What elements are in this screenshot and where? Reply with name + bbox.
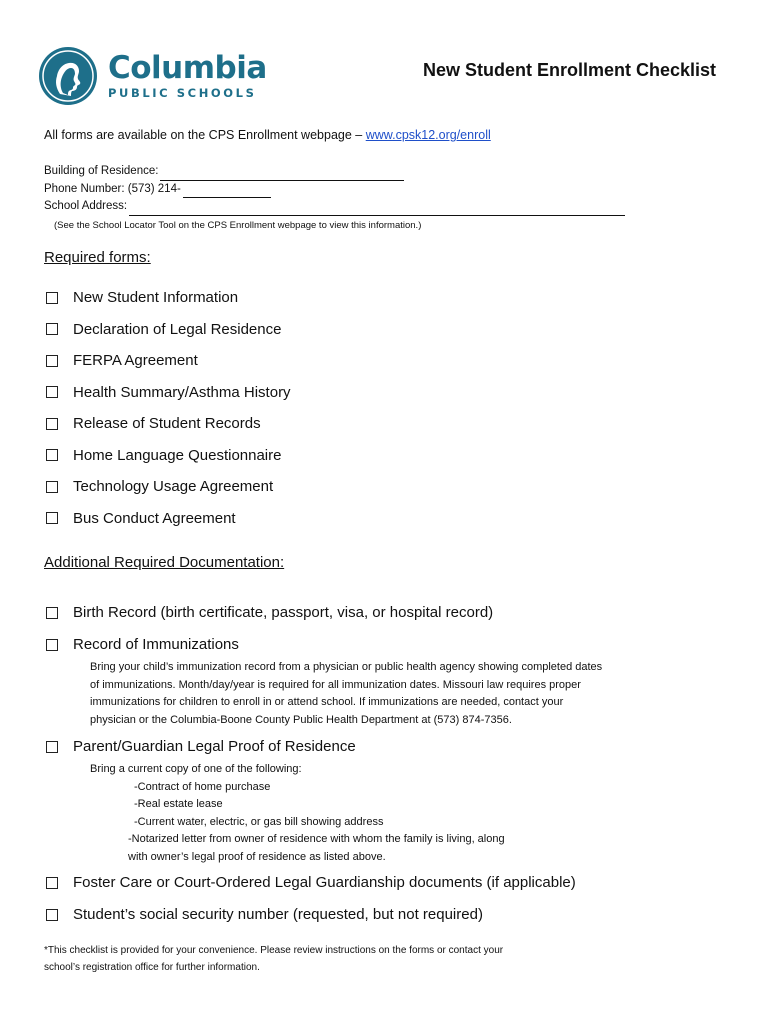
checkbox[interactable]	[46, 355, 58, 367]
foster-care-item	[44, 874, 576, 891]
building-label: Building of Residence:	[44, 165, 159, 177]
residence-option: -Real estate lease	[134, 798, 223, 810]
checkbox[interactable]	[46, 877, 58, 889]
address-label: School Address:	[44, 200, 128, 212]
residence-option: with owner’s legal proof of residence as listed above.	[128, 850, 386, 863]
checkbox[interactable]	[46, 512, 58, 524]
list-item	[44, 377, 291, 409]
birth-record-item	[44, 604, 493, 621]
checkbox[interactable]	[46, 639, 58, 651]
ssn-item	[44, 906, 483, 923]
building-blank[interactable]	[160, 168, 404, 181]
address-blank[interactable]	[129, 203, 625, 216]
list-item	[44, 345, 291, 377]
building-field	[44, 163, 625, 181]
residence-proof-item	[44, 738, 356, 755]
phone-label: Phone Number: (573) 214-	[44, 182, 181, 195]
item-label: FERPA Agreement	[73, 352, 198, 370]
checkbox[interactable]	[46, 323, 58, 335]
checkbox[interactable]	[46, 607, 58, 619]
item-label: Declaration of Legal Residence	[73, 320, 282, 338]
required-forms-heading: Required forms:	[44, 249, 151, 266]
phone-blank[interactable]	[183, 185, 271, 198]
checkbox[interactable]	[46, 292, 58, 304]
checkbox[interactable]	[46, 741, 58, 753]
item-label: Release of Student Records	[73, 415, 261, 433]
detail-line: Bring a current copy of one of the following:	[90, 763, 302, 775]
additional-docs-heading: Additional Required Documentation:	[44, 554, 285, 571]
immunizations-detail	[90, 659, 700, 729]
list-item	[44, 471, 291, 503]
residence-option: -Notarized letter from owner of residence with whom the family is living, along	[128, 833, 505, 845]
enroll-link[interactable]: www.cpsk12.org/enroll	[365, 128, 491, 142]
item-label: Student’s social security number (requested, but not required)	[73, 906, 483, 923]
residence-option: -Current water, electric, or gas bill showing address	[134, 815, 384, 828]
detail-line: immunizations for children to enroll in or attend school. If immunizations are needed, contact your	[90, 696, 564, 708]
logo-name: Columbia	[108, 50, 267, 86]
district-logo	[38, 46, 267, 106]
item-label: Home Language Questionnaire	[73, 446, 282, 464]
footnote-line: school’s registration office for further information.	[44, 961, 260, 973]
address-field	[44, 198, 625, 216]
logo-subtitle: PUBLIC SCHOOLS	[108, 86, 257, 100]
detail-line: of immunizations. Month/day/year is required for all immunization dates. Missouri law requires proper	[90, 678, 581, 691]
detail-line: Bring your child’s immunization record from a physician or public health agency showing completed dates	[90, 661, 603, 673]
item-label: Birth Record (birth certificate, passport, visa, or hospital record)	[73, 604, 494, 621]
item-label: Bus Conduct Agreement	[73, 509, 236, 527]
school-info-fields	[44, 163, 625, 234]
residence-detail	[90, 761, 700, 866]
list-item	[44, 503, 291, 535]
list-item	[44, 282, 291, 314]
list-item	[44, 314, 291, 346]
intro-text: All forms are available on the CPS Enrollment webpage –	[44, 128, 366, 142]
item-label: Technology Usage Agreement	[73, 478, 274, 496]
checkbox[interactable]	[46, 386, 58, 398]
footnote	[44, 943, 604, 976]
phone-field	[44, 181, 625, 199]
list-item	[44, 408, 291, 440]
item-label: New Student Information	[73, 289, 239, 307]
immunizations-item	[44, 636, 239, 653]
list-item	[44, 440, 291, 472]
checkbox[interactable]	[46, 909, 58, 921]
checkbox[interactable]	[46, 449, 58, 461]
checkbox[interactable]	[46, 481, 58, 493]
item-label: Parent/Guardian Legal Proof of Residence	[73, 738, 356, 755]
residence-option: -Contract of home purchase	[134, 780, 271, 793]
footnote-line: *This checklist is provided for your convenience. Please review instructions on the forms or contact your	[44, 945, 504, 956]
locator-note: (See the School Locator Tool on the CPS Enrollment webpage to view this information.)	[54, 219, 422, 231]
item-label: Health Summary/Asthma History	[73, 383, 291, 401]
profile-seal-icon	[38, 46, 98, 106]
intro-line	[44, 128, 491, 142]
item-label: Foster Care or Court-Ordered Legal Guardianship documents (if applicable)	[73, 874, 576, 891]
item-label: Record of Immunizations	[73, 636, 239, 653]
page-title: New Student Enrollment Checklist	[422, 60, 716, 80]
required-forms-list	[44, 282, 291, 534]
detail-line: physician or the Columbia-Boone County Public Health Department at (573) 874-7356.	[90, 713, 512, 726]
checkbox[interactable]	[46, 418, 58, 430]
